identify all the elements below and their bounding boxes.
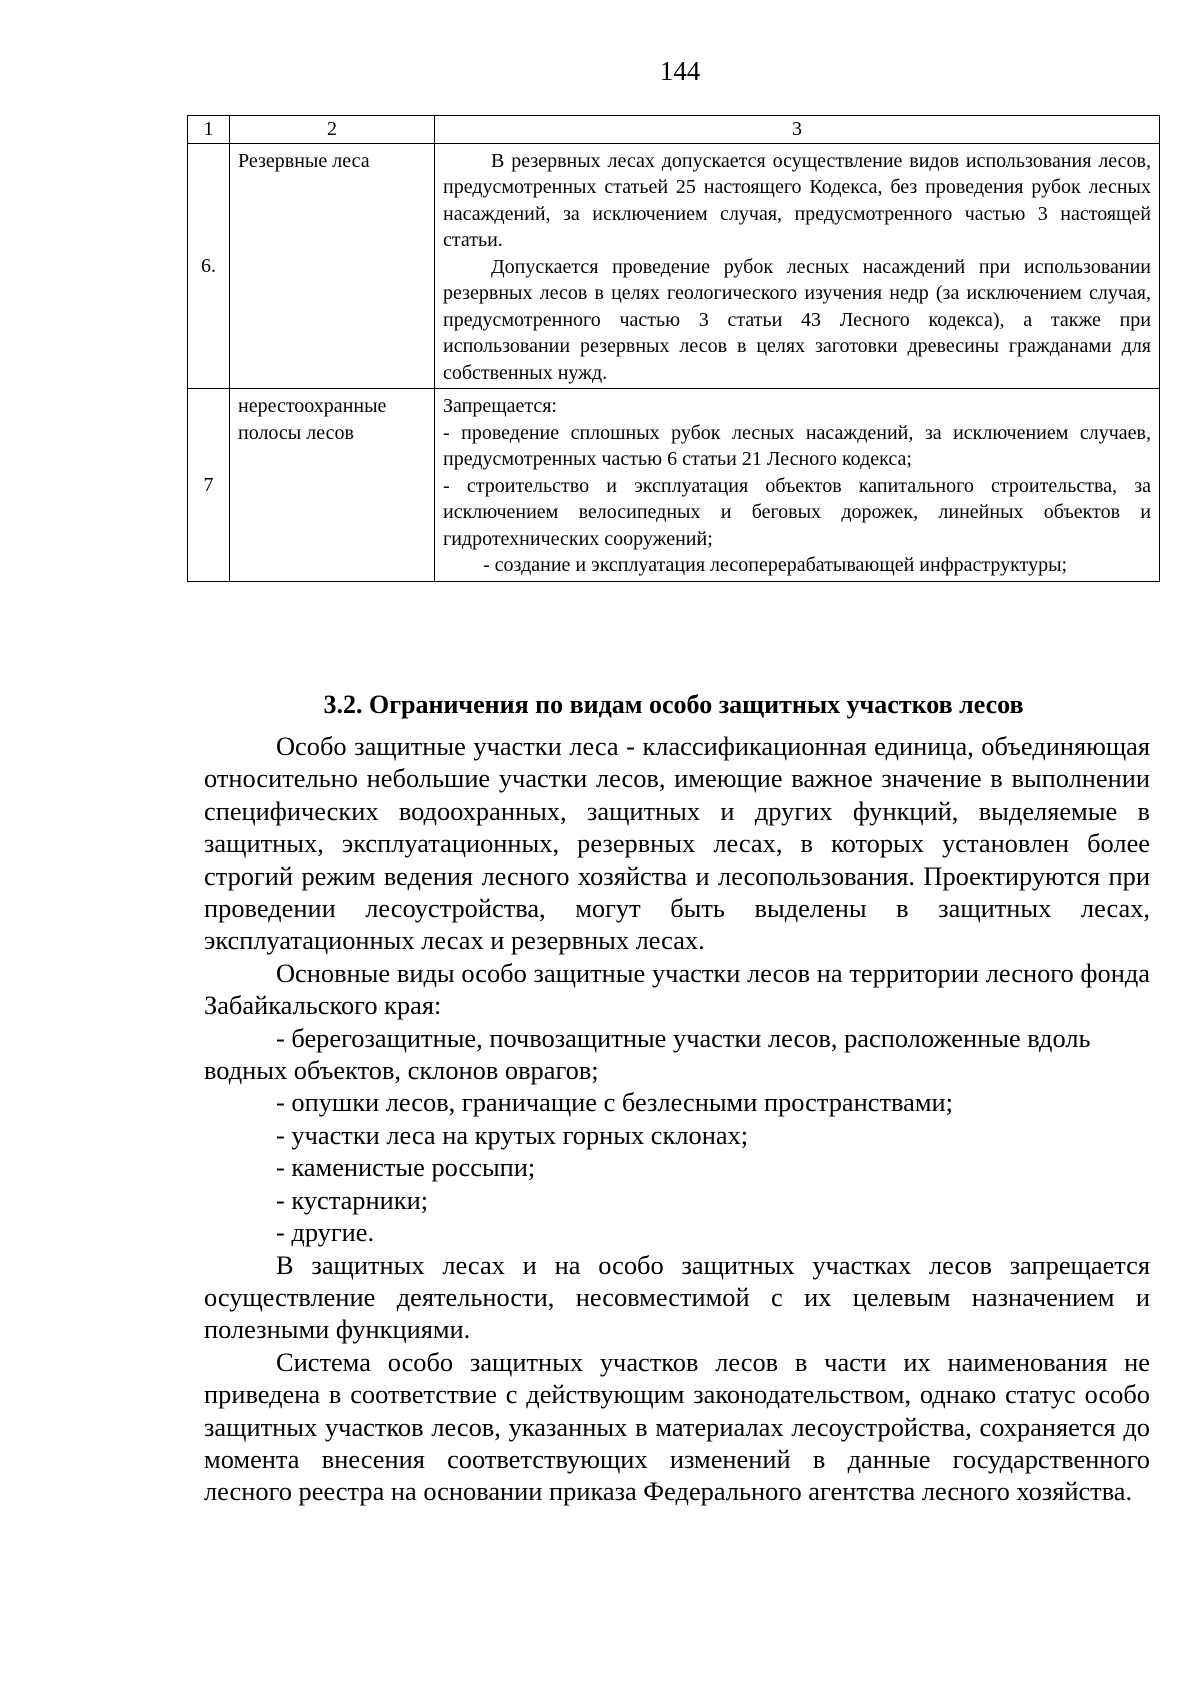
list-item: - участки леса на крутых горных склонах;	[276, 1119, 749, 1150]
section-title: 3.2. Ограничения по видам особо защитных участков лесов	[323, 690, 1024, 719]
regime-table	[187, 115, 1160, 582]
description-paragraph: - строительство и эксплуатация объектов капитального строительства, за исключением велосипедных и беговых дорожек, линейных объектов и гидротехнических сооружений;	[443, 474, 1151, 550]
description-paragraph: - проведение сплошных рубок лесных насаждений, за исключением случаев, предусмотренных частью 6 статьи 21 Лесного кодекса;	[443, 421, 1151, 470]
description-paragraph: - создание и эксплуатация лесоперерабатывающей инфраструктуры;	[483, 554, 1068, 576]
forest-category: Резервные леса	[230, 143, 435, 389]
table-row	[188, 143, 1160, 389]
description-paragraph: Запрещается:	[443, 395, 557, 417]
row-number: 6.	[188, 143, 230, 389]
forest-category: нерестоохранные полосы лесов	[230, 389, 435, 582]
table-header-cell: 2	[230, 116, 435, 144]
description-paragraph: В резервных лесах допускается осуществление видов использования лесов, предусмотренных статьей 25 настоящего Кодекса, без проведения рубок лесных насаждений, за исключением случая, предусмотренного частью 3 настоящей статьи.	[443, 149, 1151, 251]
table-row	[188, 389, 1160, 582]
list-item: - берегозащитные, почвозащитные участки лесов, расположенные вдоль водных объектов, склонов оврагов;	[204, 1022, 1091, 1086]
body-text	[204, 730, 1150, 1508]
regime-description	[435, 389, 1160, 582]
body-paragraph: В защитных лесах и на особо защитных участках лесов запрещается осуществление деятельности, несовместимой с их целевым назначением и полезными функциями.	[204, 1249, 1150, 1345]
body-paragraph: Система особо защитных участков лесов в части их наименования не приведена в соответствие с действующим законодательством, однако статус особо защитных участков лесов, указанных в материалах лесоустройства, сохраняется до момента внесения соответствующих изменений в данные государственного лесного реестра на основании приказа Федерального агентства лесного хозяйства.	[204, 1346, 1150, 1507]
row-number: 7	[188, 389, 230, 582]
body-paragraph: Особо защитные участки леса - классификационная единица, объединяющая относительно небольшие участки лесов, имеющие важное значение в выполнении специфических водоохранных, защитных и других функций, выделяемые в защитных, эксплуатационных, резервных лесах, в которых установлен более строгий режим ведения лесного хозяйства и лесопользования. Проектируются при проведении лесоустройства, могут быть выделены в защитных лесах, эксплуатационных лесах и резервных лесах.	[204, 731, 1150, 956]
page-number: 144	[659, 56, 701, 86]
regime-description	[435, 143, 1160, 389]
list-item: - другие.	[276, 1217, 375, 1248]
list-item: - каменистые россыпи;	[276, 1152, 536, 1183]
description-paragraph: Допускается проведение рубок лесных насаждений при использовании резервных лесов в целях геологического изучения недр (за исключением случая, предусмотренного частью 3 статьи 43 Лесного кодекса), а также при использовании резервных лесов в целях заготовки древесины гражданами для собственных нужд.	[443, 255, 1151, 384]
table-header-row	[188, 116, 1160, 144]
list-item: - опушки лесов, граничащие с безлесными пространствами;	[276, 1087, 953, 1118]
list-item: - кустарники;	[276, 1184, 429, 1215]
table-header-cell: 3	[435, 116, 1160, 144]
table-header-cell: 1	[188, 116, 230, 144]
body-paragraph: Основные виды особо защитные участки лесов на территории лесного фонда Забайкальского края:	[204, 957, 1150, 1021]
